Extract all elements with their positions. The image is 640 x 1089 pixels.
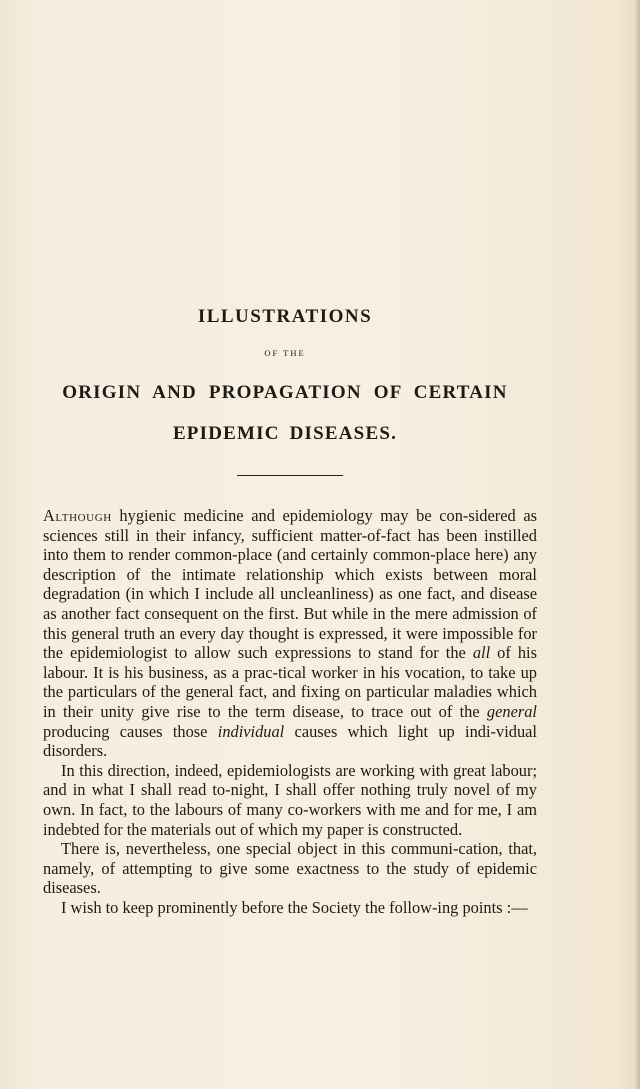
- paragraph-4: I wish to keep prominently before the Society the follow-ing points :—: [61, 897, 528, 917]
- page-edge-shadow: [634, 0, 640, 1089]
- title-illustrations: ILLUSTRATIONS: [197, 306, 373, 327]
- italic-all: all: [472, 643, 491, 663]
- title-origin-and-propagation: ORIGIN AND PROPAGATION OF CERTAIN: [62, 382, 508, 403]
- title-epidemic-diseases: EPIDEMIC DISEASES.: [172, 423, 398, 444]
- paragraph-1-text-d: causes which light up indi-vidual disorders.: [43, 721, 537, 761]
- paragraph-1-text-b: of his labour. It is his business, as a prac-tical worker in his vocation, to take up the particulars of the general fact, and fixing on particular maladies which in their unity give rise to the term disease, to trace out of the: [43, 643, 537, 721]
- paragraph-2: In this direction, indeed, epidemiologists are working with great labour; and in what I shall read to-night, I shall offer nothing truly novel of my own. In fact, to the labours of many co-workers with me and for me, I am indebted for the materials out of which my paper is constructed.: [43, 760, 537, 839]
- title-of-the: OF THE: [264, 348, 306, 358]
- paragraph-1-text-c: producing causes those: [43, 721, 218, 741]
- paragraph-1: [43, 506, 537, 761]
- paragraph-1-text-a: hygienic medicine and epidemiology may be con-sidered as sciences still in their infancy, sufficient matter-of-fact has been instilled into them to render common-place (and certainly common-place here) any description of the intimate relationship which exists between moral degradation (in which I include all uncleanliness) as one fact, and disease as another fact consequent on the first. But while in the mere admission of this general truth an every day thought is expressed, it were impossible for the epidemiologist to allow such expressions to stand for the: [43, 506, 537, 663]
- italic-general: general: [486, 701, 537, 721]
- paragraph-3: There is, nevertheless, one special object in this communi-cation, that, namely, of attempting to give some exactness to the study of epidemic diseases.: [43, 839, 537, 898]
- opening-word: Although: [43, 506, 112, 525]
- title-divider-rule: [237, 475, 343, 476]
- italic-individual: individual: [217, 721, 285, 741]
- body-text: [43, 506, 537, 917]
